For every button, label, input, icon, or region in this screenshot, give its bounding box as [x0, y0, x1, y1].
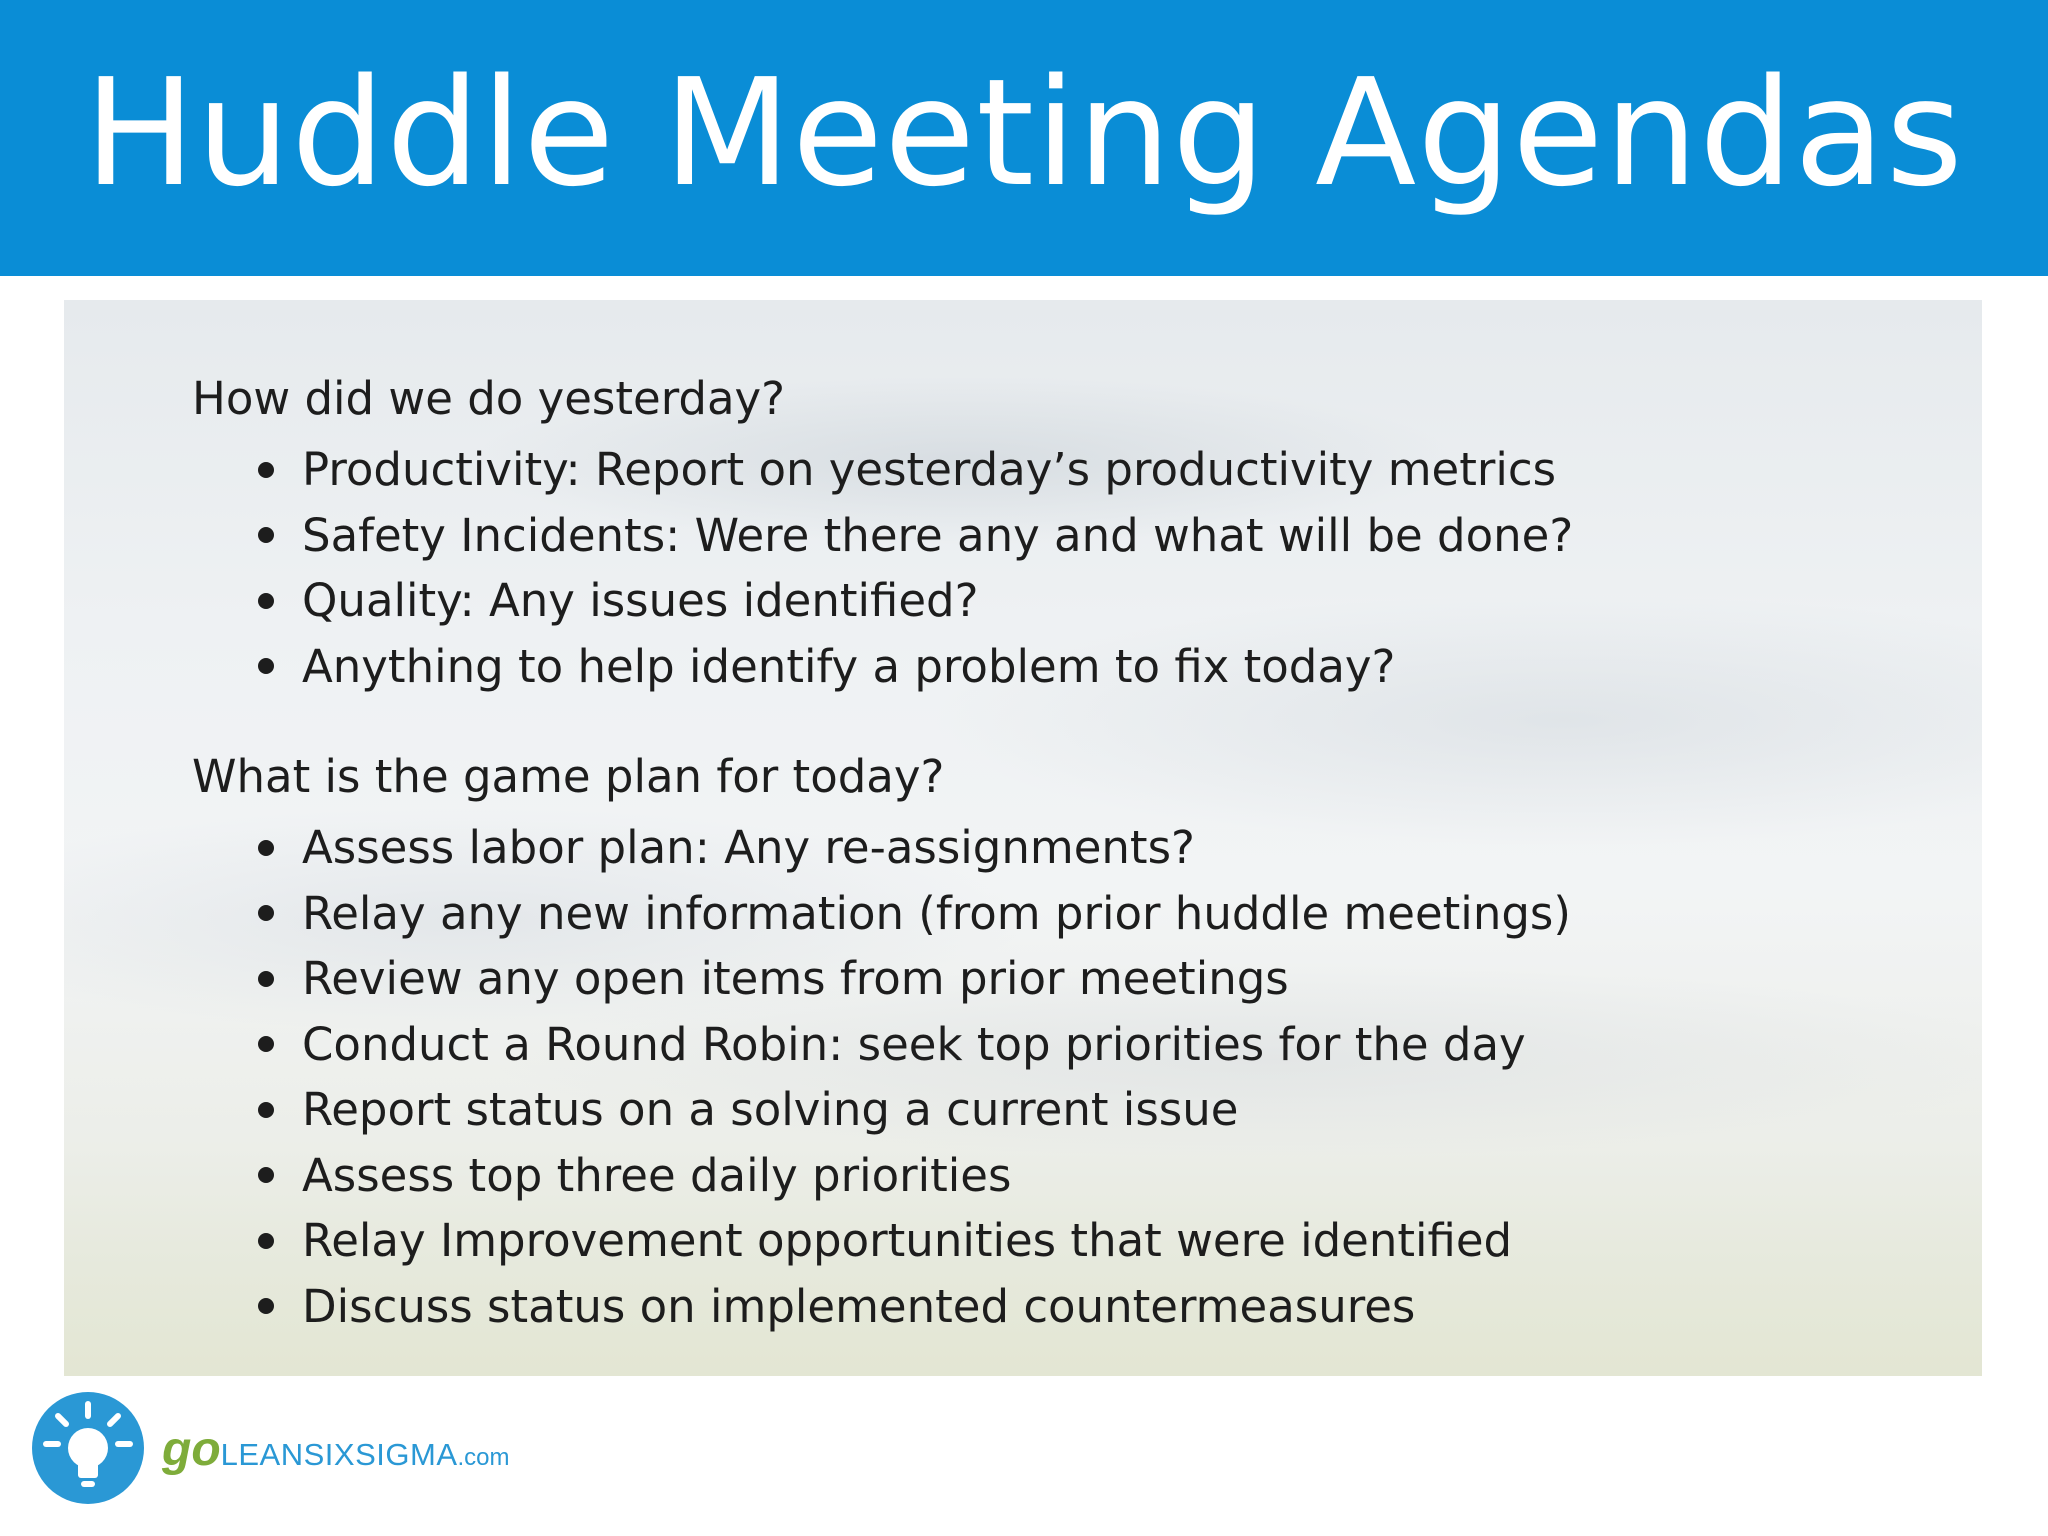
list-item-text: Safety Incidents: Were there any and what will be done?: [302, 508, 1574, 562]
bullet-icon: [258, 1233, 274, 1249]
bullet-icon: [258, 1036, 274, 1052]
list-item-text: Review any open items from prior meetings: [302, 952, 1289, 1005]
list-item-text: Relay Improvement opportunities that were identified: [302, 1214, 1513, 1267]
bullet-icon: [258, 1167, 274, 1183]
list-item: [254, 503, 1573, 569]
bullet-icon: [258, 527, 274, 543]
list-item: [254, 1077, 1571, 1143]
brand-logo-text: [162, 1422, 510, 1477]
section-heading-yesterday: How did we do yesterday?: [192, 372, 786, 425]
list-item: [254, 1143, 1571, 1209]
list-item-text: Assess labor plan: Any re-assignments?: [302, 821, 1195, 874]
list-item: [254, 881, 1571, 947]
list-item: [254, 568, 1573, 634]
list-item: [254, 437, 1573, 503]
list-item-text: Quality: Any issues identified?: [302, 574, 979, 627]
list-item-text: Relay any new information (from prior huddle meetings): [302, 886, 1571, 940]
list-item-text: Productivity: Report on yesterday’s productivity metrics: [302, 443, 1557, 496]
bullet-icon: [258, 971, 274, 987]
bullet-icon: [258, 1298, 274, 1314]
list-item-text: Report status on a solving a current issue: [302, 1083, 1239, 1136]
page-title: Huddle Meeting Agendas: [84, 47, 1964, 219]
brand-prefix: go: [162, 1423, 221, 1476]
list-item-text: Assess top three daily priorities: [302, 1148, 1012, 1202]
bullet-list-yesterday: [254, 437, 1573, 699]
brand-domain: .com: [457, 1444, 510, 1471]
bullet-icon: [258, 1102, 274, 1118]
brand-name: LEANSIXSIGMA: [220, 1437, 458, 1472]
list-item: [254, 634, 1573, 700]
list-item: [254, 1208, 1571, 1274]
list-item: [254, 1274, 1571, 1340]
list-item: [254, 946, 1571, 1012]
bullet-icon: [258, 840, 274, 856]
title-bar: [0, 0, 2048, 276]
bullet-icon: [258, 905, 274, 921]
bullet-icon: [258, 593, 274, 609]
list-item-text: Discuss status on implemented countermeasures: [302, 1279, 1416, 1333]
lightbulb-icon-graphic: [32, 1392, 144, 1504]
list-item-text: Anything to help identify a problem to fix today?: [302, 639, 1396, 693]
bullet-icon: [258, 462, 274, 478]
lightbulb-icon: [32, 1392, 144, 1504]
section-heading-today: What is the game plan for today?: [192, 750, 945, 803]
list-item-text: Conduct a Round Robin: seek top priorities for the day: [302, 1017, 1526, 1071]
list-item: [254, 815, 1571, 881]
bullet-icon: [258, 658, 274, 674]
bullet-list-today: [254, 815, 1571, 1339]
agenda-panel: [64, 300, 1982, 1376]
list-item: [254, 1012, 1571, 1078]
